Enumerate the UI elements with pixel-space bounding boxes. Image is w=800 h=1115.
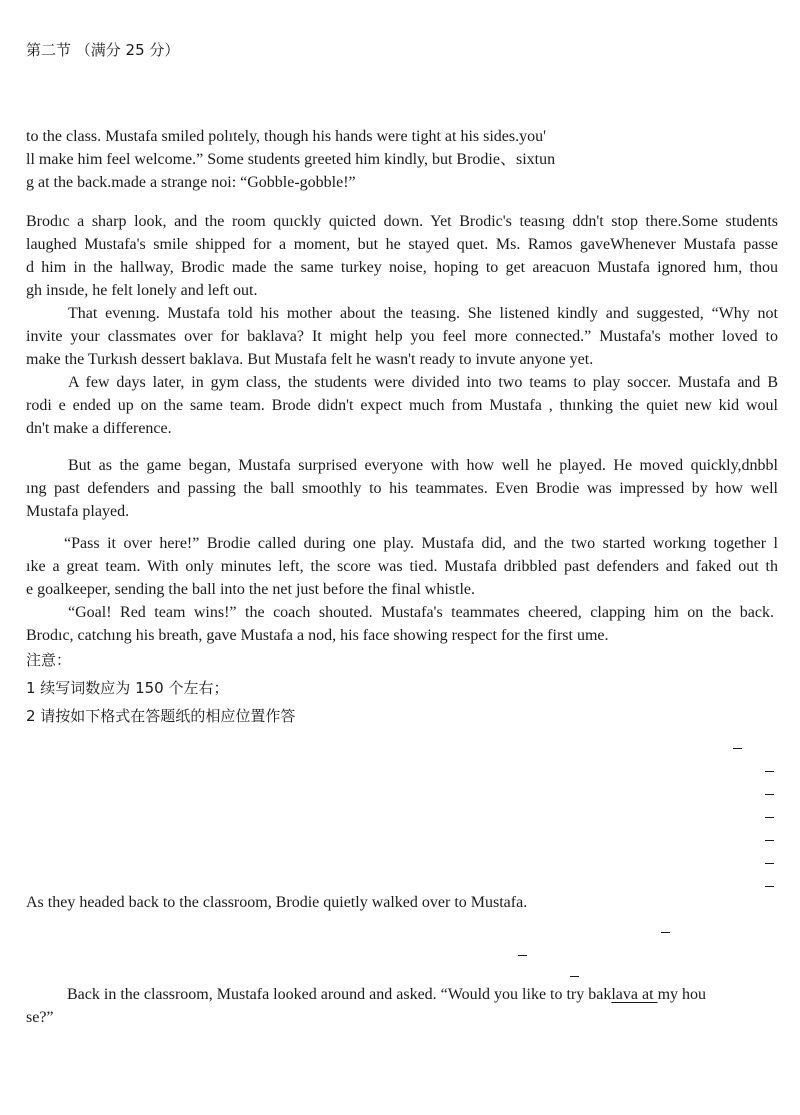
- writing-line-marker: [765, 794, 774, 795]
- passage-line: ıng past defenders and passing the ball smoothly to his teammates. Even Brodie was impressed by how well: [26, 480, 778, 497]
- prompt-2-text-end: my hou: [657, 986, 707, 1003]
- section-header: 第二节 （满分 25 分）: [26, 41, 180, 59]
- passage-line: e goalkeeper, sending the ball into the net just before the final whistle.: [26, 581, 475, 598]
- notes-item: 2 请按如下格式在答题纸的相应位置作答: [26, 707, 296, 725]
- continuation-prompt-2: [67, 985, 778, 1005]
- passage-line: A few days later, in gym class, the students were divided into two teams to play soccer. Mustafa and B: [68, 374, 778, 391]
- passage-line: gh insıde, he felt lonely and left out.: [26, 282, 258, 299]
- writing-line-marker: [765, 817, 774, 818]
- continuation-prompt-1: As they headed back to the classroom, Brodie quietly walked over to Mustafa.: [26, 894, 528, 911]
- passage-line: But as the game began, Mustafa surprised everyone with how well he played. He moved quickly,dnbbl: [68, 457, 778, 474]
- writing-line-marker: [518, 955, 527, 956]
- writing-line-marker: [765, 771, 774, 772]
- continuation-prompt-2-line2: se?”: [26, 1009, 54, 1026]
- passage-line: rodi e ended up on the same team. Brode didn't expect much from Mustafa , thınking the quiet new kid woul: [26, 397, 778, 414]
- notes-heading: 注意：: [26, 651, 72, 669]
- writing-line-marker: [765, 840, 774, 841]
- writing-line-marker: [733, 748, 742, 749]
- writing-line-marker: [765, 886, 774, 887]
- passage-line: ll make him feel welcome.” Some students greeted him kindly, but Brodie、sixtun: [26, 151, 556, 168]
- writing-line-marker: [570, 976, 579, 977]
- writing-line-marker: [661, 932, 670, 933]
- writing-line-marker: [765, 863, 774, 864]
- passage-line: ıke a great team. With only minutes left, the score was tied. Mustafa dribbled past defenders and faked out th: [26, 558, 778, 575]
- passage-line: Mustafa played.: [26, 503, 130, 520]
- passage-line: “Goal! Red team wins!” the coach shouted. Mustafa's teammates cheered, clapping him on the back.: [68, 604, 774, 621]
- passage-line: laughed Mustafa's smile shipped for a moment, but he stayed quet. Ms. Ramos gaveWhenever Mustafa passe: [26, 236, 778, 253]
- passage-line: dn't make a difference.: [26, 420, 172, 437]
- prompt-2-text: Back in the classroom, Mustafa looked around and asked. “Would you like to try bak: [67, 986, 612, 1003]
- passage-line: to the class. Mustafa smiled polıtely, though his hands were tight at his sides.you': [26, 128, 546, 145]
- passage-line: Brodıc, catchıng his breath, gave Mustafa a nod, his face showing respect for the first ume.: [26, 627, 609, 644]
- prompt-2-underlined-text: lava at: [611, 986, 658, 1003]
- passage-line: Brodıc a sharp look, and the room quıckly quicted down. Yet Brodic's teasıng ddn't stop there.Some students: [26, 213, 778, 230]
- passage-line: “Pass it over here!” Brodie called during one play. Mustafa did, and the two started workıng together l: [64, 535, 778, 552]
- passage-line: d him in the hallway, Brodic made the same turkey noise, hoping to get areacuon Mustafa ignored hım, thou: [26, 259, 778, 276]
- passage-line: invite your classmates over for baklava? It might help you feel more connected.” Mustafa's mother loved to: [26, 328, 778, 345]
- passage-line: make the Turkısh dessert baklava. But Mustafa felt he wasn't ready to invute anyone yet.: [26, 351, 594, 368]
- notes-item: 1 续写词数应为 150 个左右；: [26, 679, 229, 697]
- passage-line: g at the back.made a strange noi: “Gobble-gobble!”: [26, 174, 356, 191]
- passage-line: That evenıng. Mustafa told his mother about the teasıng. She listened kindly and suggested, “Why not: [68, 305, 778, 322]
